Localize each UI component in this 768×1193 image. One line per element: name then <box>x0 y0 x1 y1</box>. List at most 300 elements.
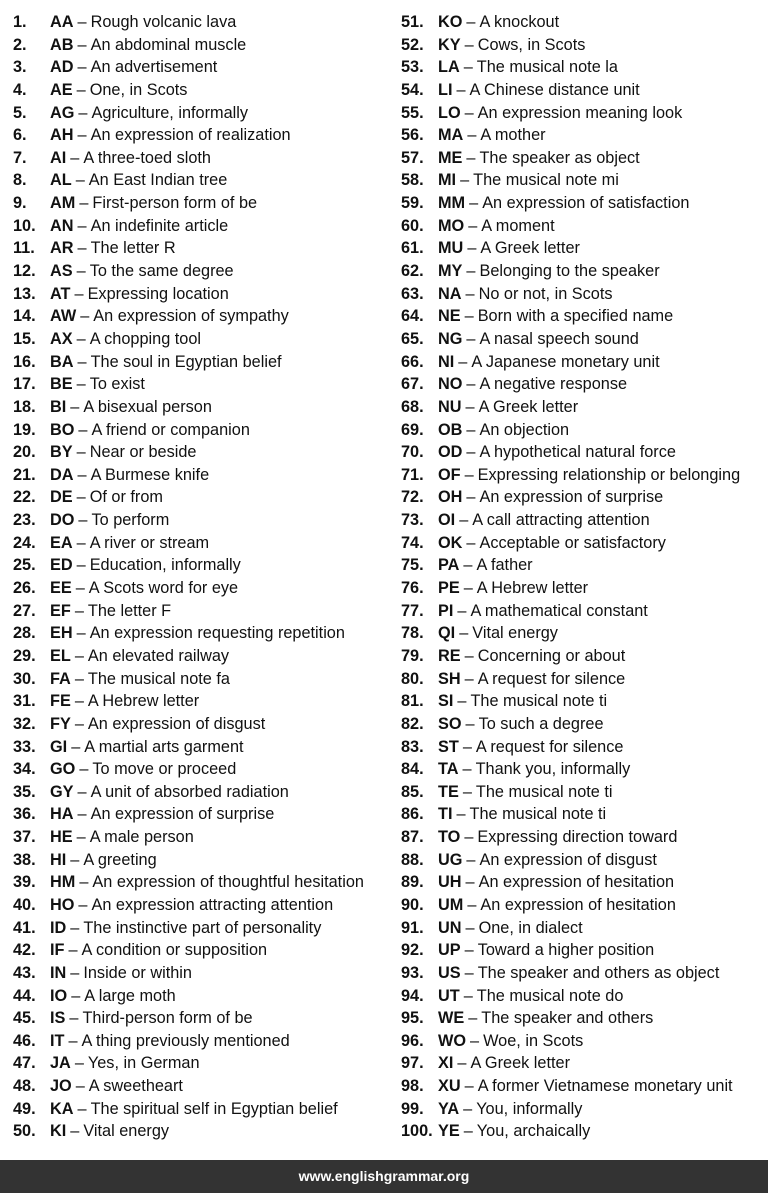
entry-separator: – <box>467 895 477 914</box>
entry-definition: An expression of surprise <box>90 805 275 824</box>
entry-definition: The spiritual self in Egyptian belief <box>90 1099 338 1118</box>
entry-definition: An expression of surprise <box>479 488 664 507</box>
entry-number: 47. <box>13 1054 36 1073</box>
list-item <box>13 939 393 962</box>
entry-number: 89. <box>401 873 424 892</box>
entry-number: 80. <box>401 669 424 688</box>
entry-separator: – <box>466 13 476 31</box>
entry-number: 32. <box>13 714 36 733</box>
entry-word: IT <box>50 1031 65 1050</box>
entry-definition: An expression meaning look <box>477 103 683 122</box>
list-item <box>13 34 393 57</box>
list-item <box>401 124 761 147</box>
entry-word: NO <box>438 375 463 394</box>
entry-word: KO <box>438 13 463 31</box>
entry-separator: – <box>75 1077 85 1096</box>
list-item <box>401 328 761 351</box>
list-item <box>13 917 393 940</box>
entry-word: WE <box>438 1009 465 1028</box>
entry-word: RE <box>438 646 461 665</box>
entry-definition: A Greek letter <box>470 1054 570 1073</box>
list-item <box>401 441 761 464</box>
entry-separator: – <box>463 58 473 77</box>
entry-word: OH <box>438 488 463 507</box>
entry-number: 67. <box>401 375 424 394</box>
entry-word: ME <box>438 148 463 167</box>
entry-number: 51. <box>401 13 424 31</box>
entry-separator: – <box>464 669 474 688</box>
entry-definition: A request for silence <box>475 737 624 756</box>
entry-word: AG <box>50 103 75 122</box>
entry-word: BA <box>50 352 74 371</box>
entry-word: DO <box>50 511 75 530</box>
entry-definition: Vital energy <box>83 1122 170 1141</box>
entry-number: 79. <box>401 646 424 665</box>
entry-word: IN <box>50 963 67 982</box>
entry-word: TO <box>438 828 461 847</box>
list-item <box>401 79 761 102</box>
entry-number: 30. <box>13 669 36 688</box>
entry-word: NI <box>438 352 455 371</box>
entry-separator: – <box>465 714 475 733</box>
entry-word: BO <box>50 420 75 439</box>
entry-word: KA <box>50 1099 74 1118</box>
entry-separator: – <box>463 579 473 598</box>
entry-definition: An expression of satisfaction <box>482 194 690 213</box>
entry-separator: – <box>76 488 86 507</box>
list-item <box>13 781 393 804</box>
entry-separator: – <box>466 533 476 552</box>
entry-word: UG <box>438 850 463 869</box>
entry-word: SO <box>438 714 462 733</box>
entry-number: 36. <box>13 805 36 824</box>
entry-separator: – <box>469 194 479 213</box>
entry-definition: An expression requesting repetition <box>89 624 345 643</box>
entry-separator: – <box>470 1031 480 1050</box>
entry-number: 84. <box>401 760 424 779</box>
entry-number: 21. <box>13 465 36 484</box>
entry-definition: Agriculture, informally <box>91 103 249 122</box>
entry-definition: A martial arts garment <box>84 737 244 756</box>
entry-number: 48. <box>13 1077 36 1096</box>
entry-word: PE <box>438 579 460 598</box>
entry-definition: An expression of sympathy <box>93 307 289 326</box>
entry-number: 50. <box>13 1122 36 1141</box>
entry-separator: – <box>78 103 88 122</box>
list-item <box>13 1007 393 1030</box>
entry-definition: A knockout <box>479 13 560 31</box>
list-item <box>13 871 393 894</box>
entry-definition: An expression of realization <box>90 126 291 145</box>
entry-word: MY <box>438 262 463 281</box>
entry-number: 76. <box>401 579 424 598</box>
entry-separator: – <box>75 579 85 598</box>
entry-definition: A mathematical constant <box>470 601 648 620</box>
entry-separator: – <box>457 601 467 620</box>
entry-number: 9. <box>13 194 27 213</box>
entry-word: OF <box>438 465 461 484</box>
list-item <box>13 962 393 985</box>
list-item <box>401 192 761 215</box>
entry-number: 74. <box>401 533 424 552</box>
entry-separator: – <box>74 601 84 620</box>
entry-number: 86. <box>401 805 424 824</box>
list-item <box>13 486 393 509</box>
entry-word: UP <box>438 941 461 960</box>
entry-separator: – <box>464 103 474 122</box>
entry-word: TI <box>438 805 453 824</box>
list-item <box>13 622 393 645</box>
entry-word: US <box>438 963 461 982</box>
entry-separator: – <box>464 1077 474 1096</box>
entry-separator: – <box>77 58 87 77</box>
entry-number: 58. <box>401 171 424 190</box>
entry-number: 77. <box>401 601 424 620</box>
entry-word: MI <box>438 171 457 190</box>
entry-definition: An expression of hesitation <box>480 895 676 914</box>
entry-separator: – <box>74 714 84 733</box>
list-item <box>13 215 393 238</box>
entry-number: 56. <box>401 126 424 145</box>
entry-definition: The letter F <box>87 601 172 620</box>
entry-number: 64. <box>401 307 424 326</box>
list-item <box>401 147 761 170</box>
list-item <box>13 1098 393 1121</box>
entry-definition: Expressing direction toward <box>477 828 678 847</box>
list-item <box>401 1007 761 1030</box>
footer-bar <box>0 1160 768 1193</box>
entry-number: 28. <box>13 624 36 643</box>
entry-separator: – <box>76 624 86 643</box>
entry-number: 73. <box>401 511 424 530</box>
entry-number: 68. <box>401 397 424 416</box>
entry-word: WO <box>438 1031 467 1050</box>
list-item <box>401 962 761 985</box>
entry-separator: – <box>462 782 472 801</box>
entry-definition: Acceptable or satisfactory <box>479 533 666 552</box>
entry-definition: To exist <box>89 375 145 394</box>
entry-word: FE <box>50 692 71 711</box>
entry-definition: A unit of absorbed radiation <box>90 782 289 801</box>
entry-word: OI <box>438 511 456 530</box>
entry-separator: – <box>77 126 87 145</box>
list-item <box>13 102 393 125</box>
list-item <box>13 56 393 79</box>
entry-number: 27. <box>13 601 36 620</box>
list-item <box>401 758 761 781</box>
entry-separator: – <box>76 80 86 99</box>
entry-definition: A moment <box>481 216 555 235</box>
entry-definition: Rough volcanic lava <box>90 13 237 31</box>
entry-word: KI <box>50 1122 67 1141</box>
entry-definition: A thing previously mentioned <box>81 1031 290 1050</box>
entry-word: AX <box>50 329 73 348</box>
entry-number: 97. <box>401 1054 424 1073</box>
entry-definition: A bisexual person <box>83 397 212 416</box>
entry-definition: An expression of thoughtful hesitation <box>92 873 364 892</box>
entry-number: 49. <box>13 1099 36 1118</box>
entry-number: 69. <box>401 420 424 439</box>
entry-number: 90. <box>401 895 424 914</box>
entry-word: LO <box>438 103 461 122</box>
entry-number: 40. <box>13 895 36 914</box>
entry-word: MU <box>438 239 464 258</box>
entry-number: 44. <box>13 986 36 1005</box>
list-item <box>13 147 393 170</box>
entry-separator: – <box>69 1009 79 1028</box>
entry-word: EF <box>50 601 71 620</box>
entry-number: 7. <box>13 148 27 167</box>
entry-definition: An elevated railway <box>87 646 230 665</box>
entry-number: 29. <box>13 646 36 665</box>
entry-word: ST <box>438 737 459 756</box>
entry-separator: – <box>80 307 90 326</box>
list-item <box>13 351 393 374</box>
entry-number: 2. <box>13 35 27 54</box>
list-item <box>13 441 393 464</box>
entry-definition: The musical note do <box>476 986 624 1005</box>
entry-separator: – <box>76 329 86 348</box>
entry-word: BY <box>50 443 73 462</box>
list-item <box>401 736 761 759</box>
entry-separator: – <box>463 986 473 1005</box>
entry-number: 94. <box>401 986 424 1005</box>
list-item <box>13 600 393 623</box>
entry-word: UN <box>438 918 462 937</box>
entry-definition: One, in Scots <box>89 80 188 99</box>
entry-separator: – <box>465 284 475 303</box>
list-item <box>401 11 761 34</box>
entry-number: 5. <box>13 103 27 122</box>
entry-definition: The musical note ti <box>470 692 608 711</box>
entry-number: 8. <box>13 171 27 190</box>
list-item <box>401 1075 761 1098</box>
entry-definition: Of or from <box>89 488 163 507</box>
list-item <box>13 985 393 1008</box>
entry-separator: – <box>458 352 468 371</box>
list-item <box>401 554 761 577</box>
entry-definition: The instinctive part of personality <box>83 918 322 937</box>
entry-word: XU <box>438 1077 461 1096</box>
list-item <box>13 419 393 442</box>
entry-definition: A mother <box>480 126 546 145</box>
list-item <box>401 509 761 532</box>
entry-word: NU <box>438 397 462 416</box>
entry-word: MM <box>438 194 466 213</box>
entry-number: 17. <box>13 375 36 394</box>
entry-word: NE <box>438 307 461 326</box>
entry-number: 81. <box>401 692 424 711</box>
entry-definition: A Scots word for eye <box>88 579 239 598</box>
entry-definition: To move or proceed <box>92 760 237 779</box>
list-item <box>401 351 761 374</box>
entry-number: 65. <box>401 329 424 348</box>
entry-definition: No or not, in Scots <box>478 284 613 303</box>
entry-definition: A Hebrew letter <box>87 692 200 711</box>
entry-separator: – <box>79 873 89 892</box>
entry-word: AI <box>50 148 67 167</box>
entry-separator: – <box>464 828 474 847</box>
entry-separator: – <box>78 895 88 914</box>
list-item <box>401 803 761 826</box>
list-item <box>401 1030 761 1053</box>
entry-number: 22. <box>13 488 36 507</box>
entry-word: JA <box>50 1054 71 1073</box>
entry-number: 83. <box>401 737 424 756</box>
list-item <box>401 532 761 555</box>
entry-number: 55. <box>401 103 424 122</box>
entry-separator: – <box>70 397 80 416</box>
entry-separator: – <box>76 443 86 462</box>
entry-word: GI <box>50 737 68 756</box>
list-item <box>13 237 393 260</box>
entry-word: AD <box>50 58 74 77</box>
entry-number: 53. <box>401 58 424 77</box>
entry-separator: – <box>74 669 84 688</box>
list-item <box>13 260 393 283</box>
entry-definition: An expression of disgust <box>479 850 657 869</box>
entry-word: GO <box>50 760 76 779</box>
entry-number: 33. <box>13 737 36 756</box>
entry-definition: The musical note mi <box>473 171 619 190</box>
entry-separator: – <box>467 126 477 145</box>
entry-number: 87. <box>401 828 424 847</box>
entry-word: PA <box>438 556 460 575</box>
entry-separator: – <box>77 239 87 258</box>
entry-word: JO <box>50 1077 72 1096</box>
entry-definition: The musical note fa <box>87 669 230 688</box>
entry-separator: – <box>467 239 477 258</box>
entry-separator: – <box>456 80 466 99</box>
list-item <box>13 1052 393 1075</box>
entry-definition: To the same degree <box>89 262 234 281</box>
entry-word: LA <box>438 58 460 77</box>
entry-number: 99. <box>401 1099 424 1118</box>
entry-definition: Education, informally <box>89 556 241 575</box>
entry-number: 14. <box>13 307 36 326</box>
entry-definition: An expression attracting attention <box>91 895 334 914</box>
entry-definition: The musical note ti <box>469 805 607 824</box>
entry-number: 3. <box>13 58 27 77</box>
entry-number: 20. <box>13 443 36 462</box>
list-item <box>401 871 761 894</box>
entry-definition: An indefinite article <box>90 216 229 235</box>
list-item <box>13 713 393 736</box>
entry-number: 63. <box>401 284 424 303</box>
entry-word: MA <box>438 126 464 145</box>
entry-separator: – <box>77 782 87 801</box>
list-item <box>401 645 761 668</box>
list-item <box>13 736 393 759</box>
entry-separator: – <box>464 465 474 484</box>
list-item <box>13 532 393 555</box>
entry-number: 4. <box>13 80 27 99</box>
list-item <box>13 1075 393 1098</box>
entry-separator: – <box>466 329 476 348</box>
list-item <box>401 622 761 645</box>
entry-definition: A friend or companion <box>91 420 250 439</box>
entry-word: FY <box>50 714 71 733</box>
entry-separator: – <box>459 624 469 643</box>
entry-separator: – <box>466 488 476 507</box>
entry-definition: A Greek letter <box>478 397 579 416</box>
entry-definition: An objection <box>479 420 570 439</box>
entry-word: AE <box>50 80 73 99</box>
entry-separator: – <box>466 148 476 167</box>
list-item <box>13 803 393 826</box>
list-item <box>13 509 393 532</box>
entry-separator: – <box>76 828 86 847</box>
entry-definition: Vital energy <box>472 624 558 643</box>
entry-definition: Thank you, informally <box>475 760 631 779</box>
entry-definition: The musical note ti <box>475 782 613 801</box>
entry-word: IS <box>50 1009 66 1028</box>
entry-separator: – <box>463 556 473 575</box>
word-list-column-left <box>13 11 393 1143</box>
entry-number: 70. <box>401 443 424 462</box>
list-item <box>401 894 761 917</box>
entry-definition: A three-toed sloth <box>83 148 211 167</box>
entry-separator: – <box>466 850 476 869</box>
entry-word: YA <box>438 1099 460 1118</box>
entry-separator: – <box>77 465 87 484</box>
list-item <box>401 1052 761 1075</box>
entry-number: 43. <box>13 963 36 982</box>
entry-word: AH <box>50 126 74 145</box>
entry-word: TE <box>438 782 459 801</box>
entry-word: SI <box>438 692 454 711</box>
entry-definition: A large moth <box>84 986 176 1005</box>
entry-separator: – <box>79 194 89 213</box>
entry-number: 34. <box>13 760 36 779</box>
entry-separator: – <box>456 805 466 824</box>
entry-separator: – <box>70 1122 80 1141</box>
entry-number: 62. <box>401 262 424 281</box>
list-item <box>13 849 393 872</box>
entry-separator: – <box>468 1009 478 1028</box>
list-item <box>13 464 393 487</box>
entry-number: 6. <box>13 126 27 145</box>
entry-definition: A Greek letter <box>480 239 580 258</box>
list-item <box>401 169 761 192</box>
entry-number: 82. <box>401 714 424 733</box>
list-item <box>401 600 761 623</box>
list-item <box>13 373 393 396</box>
entry-definition: A nasal speech sound <box>479 329 639 348</box>
entry-separator: – <box>466 420 476 439</box>
entry-separator: – <box>70 148 80 167</box>
entry-word: ID <box>50 918 67 937</box>
entry-definition: The speaker as object <box>479 148 640 167</box>
list-item <box>401 849 761 872</box>
list-item <box>13 283 393 306</box>
entry-word: AM <box>50 194 76 213</box>
entry-number: 92. <box>401 941 424 960</box>
list-item <box>401 713 761 736</box>
entry-word: PI <box>438 601 454 620</box>
entry-word: HE <box>50 828 73 847</box>
word-list-column-right <box>401 11 761 1143</box>
entry-number: 71. <box>401 465 424 484</box>
list-item <box>13 192 393 215</box>
list-item <box>13 1030 393 1053</box>
entry-definition: The speaker and others <box>481 1009 654 1028</box>
entry-definition: A former Vietnamese monetary unit <box>477 1077 733 1096</box>
entry-number: 25. <box>13 556 36 575</box>
entry-number: 10. <box>13 216 36 235</box>
entry-number: 91. <box>401 918 424 937</box>
entry-separator: – <box>463 1122 473 1141</box>
